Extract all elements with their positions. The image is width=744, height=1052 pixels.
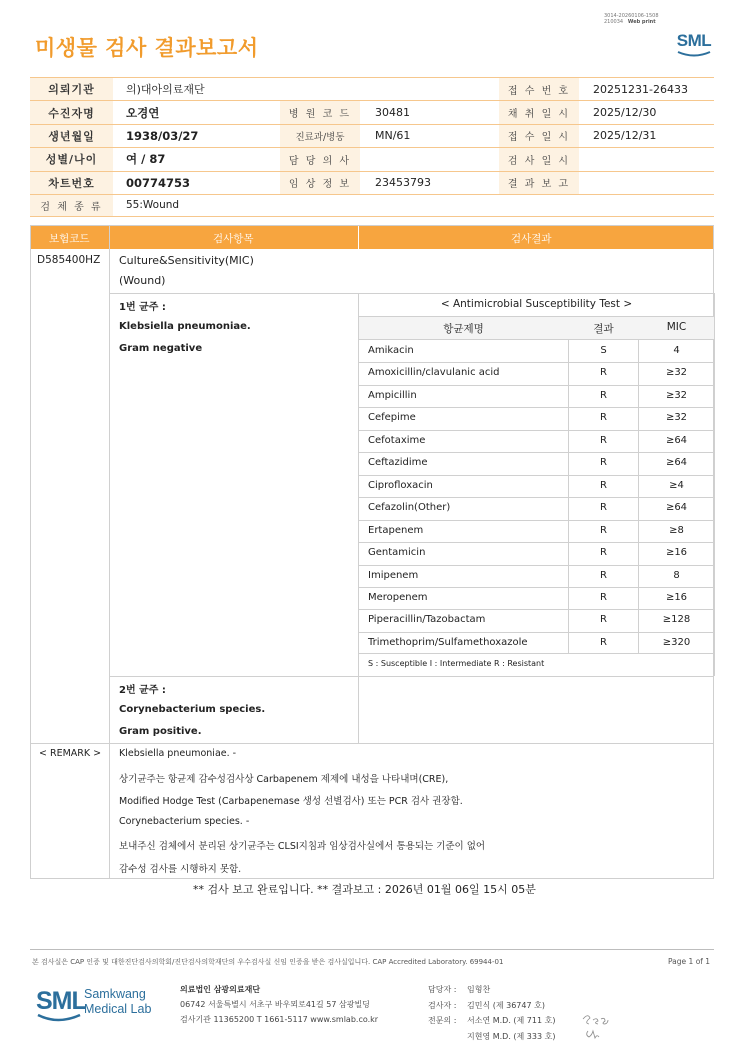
sml-logo-text: SML bbox=[36, 987, 86, 1015]
request-org-value: 의)대아의료재단 bbox=[126, 83, 205, 97]
divider bbox=[358, 339, 714, 340]
label-hospital-code: 병 원 코 드 bbox=[280, 101, 360, 123]
label-doctor: 담 당 의 사 bbox=[280, 148, 360, 170]
divider bbox=[358, 475, 714, 476]
ast-drug-cell: Amoxicillin/clavulanic acid bbox=[368, 367, 500, 379]
org-name: 의료법인 삼광의료재단 bbox=[180, 985, 261, 994]
sex-age-value: 여 / 87 bbox=[126, 152, 166, 167]
remark-line: Klebsiella pneumoniae. - bbox=[119, 748, 237, 759]
label-sex-age: 성별/나이 bbox=[30, 148, 113, 170]
organism2-name: Corynebacterium species. bbox=[119, 704, 266, 715]
ast-drug-cell: Amikacin bbox=[368, 345, 414, 356]
ast-drug-cell: Gentamicin bbox=[368, 547, 426, 558]
print-stamp-label: Web print bbox=[627, 19, 656, 25]
ast-result-cell: R bbox=[600, 591, 607, 603]
divider bbox=[358, 565, 714, 566]
organism1-name: Klebsiella pneumoniae. bbox=[119, 321, 251, 332]
dob-value: 1938/03/27 bbox=[126, 128, 199, 143]
info-row bbox=[30, 78, 714, 101]
test-date-value bbox=[585, 148, 714, 170]
label-request-org: 의뢰기관 bbox=[30, 78, 113, 100]
remark-line: 감수성 검사를 시행하지 못함. bbox=[119, 863, 242, 875]
patient-value: 오경연 bbox=[126, 105, 160, 120]
ast-drug-cell: Ampicillin bbox=[368, 389, 417, 401]
label-report: 결 과 보 고 bbox=[499, 172, 579, 194]
remark-line: 보내주신 검체에서 분리된 상기균주는 CLSI지침과 임상검사실에서 통용되는 기준이 없어 bbox=[119, 841, 486, 852]
info-row bbox=[30, 195, 714, 217]
divider bbox=[358, 362, 714, 363]
receipt-date-value: 2025/12/31 bbox=[593, 129, 657, 143]
dept-value: MN/61 bbox=[375, 129, 411, 143]
header-item: 검사항목 bbox=[213, 233, 254, 245]
label-specimen: 검 체 종 류 bbox=[30, 195, 113, 216]
label-dept: 진료과/병동 bbox=[280, 125, 360, 147]
ast-col-mic: MIC bbox=[666, 321, 687, 333]
tester-label: 검사자 : bbox=[428, 1000, 457, 1010]
ast-col-drug: 항균제명 bbox=[443, 323, 484, 335]
ast-mic-cell: ≥64 bbox=[665, 502, 688, 514]
ast-drug-cell: Cefepime bbox=[368, 412, 416, 424]
divider bbox=[358, 520, 714, 521]
ast-mic-cell: ≥320 bbox=[662, 636, 691, 648]
ast-result-cell: R bbox=[600, 569, 607, 581]
logo-swoosh-icon bbox=[36, 981, 84, 1025]
accreditation-note: 본 검사실은 CAP 인증 및 대한진단검사의학회/진단검사의학재단의 우수검사실 신임 인증을 받은 검사실입니다. CAP Accredited Laboratory. 69944-01 bbox=[32, 958, 504, 966]
ast-mic-cell: ≥64 bbox=[665, 457, 688, 469]
ast-result-cell: R bbox=[600, 547, 607, 558]
logo-swoosh-icon bbox=[675, 28, 713, 58]
divider bbox=[358, 385, 714, 386]
ast-result-cell: R bbox=[600, 367, 607, 379]
page-title: 미생물 검사 결과보고서 bbox=[35, 36, 259, 60]
staff-info bbox=[428, 982, 555, 1044]
results-header bbox=[31, 226, 713, 249]
org-address: 06742 서울특별시 서초구 바우뫼로41길 57 삼광빌딩 bbox=[180, 1000, 370, 1009]
specimen-value: 55:Wound bbox=[126, 199, 180, 212]
header-code: 보험코드 bbox=[49, 233, 90, 245]
ast-mic-cell: ≥32 bbox=[665, 412, 688, 424]
divider bbox=[358, 226, 359, 249]
ast-result-cell: R bbox=[600, 524, 607, 536]
remark-line: Corynebacterium species. - bbox=[119, 815, 250, 827]
test-name: Culture&Sensitivity(MIC) bbox=[119, 254, 254, 267]
divider bbox=[358, 587, 714, 588]
organism1-gram: Gram negative bbox=[119, 343, 203, 354]
organism1-label: 1번 균주 : bbox=[119, 302, 166, 313]
sml-logo-text: SML bbox=[676, 31, 712, 50]
ast-mic-cell: ≥16 bbox=[665, 547, 688, 558]
ast-title: < Antimicrobial Susceptibility Test > bbox=[440, 298, 633, 310]
divider bbox=[358, 653, 714, 654]
ast-mic-cell: 8 bbox=[673, 569, 680, 581]
ast-drug-cell: Ceftazidime bbox=[368, 457, 428, 469]
label-receipt-date: 접 수 일 시 bbox=[499, 125, 579, 147]
ast-drug-cell: Trimethoprim/Sulfamethoxazole bbox=[368, 636, 528, 648]
ast-drug-cell: Imipenem bbox=[368, 569, 419, 581]
brand-name-line2: Medical Lab bbox=[84, 1002, 152, 1016]
signature-image bbox=[580, 1011, 620, 1041]
specialist-name-1: 서소연 M.D. (제 711 호) bbox=[467, 1016, 556, 1025]
manager-label: 담당자 : bbox=[428, 985, 457, 994]
footer-divider bbox=[30, 949, 714, 950]
doctor-value bbox=[367, 148, 497, 170]
collect-date-value: 2025/12/30 bbox=[593, 106, 657, 120]
brand-name-line1: Samkwang bbox=[84, 987, 146, 1001]
divider bbox=[358, 407, 714, 408]
ast-mic-cell: ≥32 bbox=[665, 389, 688, 401]
ast-result-cell: R bbox=[600, 614, 607, 626]
remark-label: < REMARK > bbox=[39, 748, 102, 759]
ast-mic-cell: ≥4 bbox=[669, 479, 684, 491]
label-dob: 생년월일 bbox=[30, 125, 113, 147]
report-value bbox=[585, 172, 714, 194]
ast-result-cell: R bbox=[600, 434, 607, 446]
label-collect-date: 채 취 일 시 bbox=[499, 101, 579, 123]
sml-logo-footer bbox=[36, 981, 166, 1025]
ast-drug-cell: Cefotaxime bbox=[368, 434, 426, 446]
divider bbox=[109, 293, 714, 294]
sml-logo-top bbox=[675, 28, 713, 58]
label-test-date: 검 사 일 시 bbox=[499, 148, 579, 170]
specialist-name-2: 지현영 M.D. (제 333 호) bbox=[467, 1031, 556, 1041]
ast-mic-cell: ≥32 bbox=[665, 367, 688, 379]
ast-mic-cell: ≥128 bbox=[662, 614, 691, 626]
info-row bbox=[30, 172, 714, 195]
info-row bbox=[30, 148, 714, 171]
divider bbox=[714, 293, 715, 676]
tester-name: 김민식 (제 36747 호) bbox=[467, 1000, 545, 1010]
ast-col-result: 결과 bbox=[593, 323, 614, 335]
ast-mic-cell: ≥64 bbox=[665, 434, 688, 446]
org-info bbox=[180, 982, 378, 1027]
org-contact: 검사기관 11365200 T 1661-5117 www.smlab.co.kr bbox=[180, 1015, 379, 1024]
chart-no-value: 00774753 bbox=[126, 175, 191, 190]
ast-mic-cell: ≥16 bbox=[665, 591, 688, 603]
organism2-label: 2번 균주 : bbox=[119, 685, 166, 696]
divider bbox=[358, 609, 714, 610]
info-row bbox=[30, 125, 714, 148]
print-stamp-id: 3014-20260106-1508 bbox=[604, 13, 659, 19]
divider bbox=[358, 430, 714, 431]
manager-name: 임형찬 bbox=[467, 985, 491, 994]
ast-drug-cell: Ciprofloxacin bbox=[368, 479, 433, 491]
divider bbox=[109, 226, 110, 878]
ast-result-cell: R bbox=[600, 479, 607, 491]
ast-mic-cell: 4 bbox=[673, 345, 680, 356]
results-table bbox=[30, 225, 714, 879]
specialist-label: 전문의 : bbox=[428, 1016, 457, 1025]
remark-line: Modified Hodge Test (Carbapenemase 생성 선별검사) 또는 PCR 검사 권장함. bbox=[119, 796, 463, 807]
divider bbox=[358, 632, 714, 633]
patient-info-table bbox=[30, 77, 714, 217]
organism2-gram: Gram positive. bbox=[119, 726, 202, 737]
ast-drug-cell: Piperacillin/Tazobactam bbox=[368, 614, 486, 626]
clinical-value: 23453793 bbox=[375, 176, 431, 190]
ast-result-cell: R bbox=[600, 502, 607, 514]
info-row bbox=[30, 101, 714, 124]
ast-legend: S : Susceptible I : Intermediate R : Resistant bbox=[368, 659, 545, 668]
label-chart-no: 차트번호 bbox=[30, 172, 113, 194]
divider bbox=[31, 743, 713, 744]
divider bbox=[358, 542, 714, 543]
ast-result-cell: S bbox=[600, 345, 607, 356]
page-number: Page 1 of 1 bbox=[668, 957, 711, 966]
ast-drug-cell: Cefazolin(Other) bbox=[368, 502, 451, 514]
print-stamp bbox=[604, 13, 659, 25]
divider bbox=[109, 676, 714, 677]
print-stamp-num: 210034 bbox=[604, 19, 624, 25]
ast-drug-cell: Meropenem bbox=[368, 591, 428, 603]
ast-result-cell: R bbox=[600, 389, 607, 401]
receipt-no-value: 20251231-26433 bbox=[593, 82, 688, 96]
label-clinical: 임 상 정 보 bbox=[280, 172, 360, 194]
divider bbox=[358, 497, 714, 498]
hospital-code-value: 30481 bbox=[375, 106, 410, 120]
ast-drug-cell: Ertapenem bbox=[368, 524, 424, 536]
divider bbox=[358, 452, 714, 453]
label-patient: 수진자명 bbox=[30, 101, 113, 123]
header-result: 검사결과 bbox=[511, 233, 552, 245]
insurance-code: D585400HZ bbox=[37, 254, 101, 266]
ast-result-cell: R bbox=[600, 636, 607, 648]
test-specimen: (Wound) bbox=[119, 274, 166, 287]
ast-mic-cell: ≥8 bbox=[669, 524, 684, 536]
ast-result-cell: R bbox=[600, 457, 607, 469]
label-receipt-no: 접 수 번 호 bbox=[499, 78, 579, 100]
completion-note: ** 검사 보고 완료입니다. ** 결과보고 : 2026년 01월 06일 15시 05분 bbox=[193, 883, 536, 896]
ast-result-cell: R bbox=[600, 412, 607, 424]
remark-line: 상기균주는 항균제 감수성검사상 Carbapenem 제제에 내성을 나타내며(CRE), bbox=[119, 773, 449, 785]
